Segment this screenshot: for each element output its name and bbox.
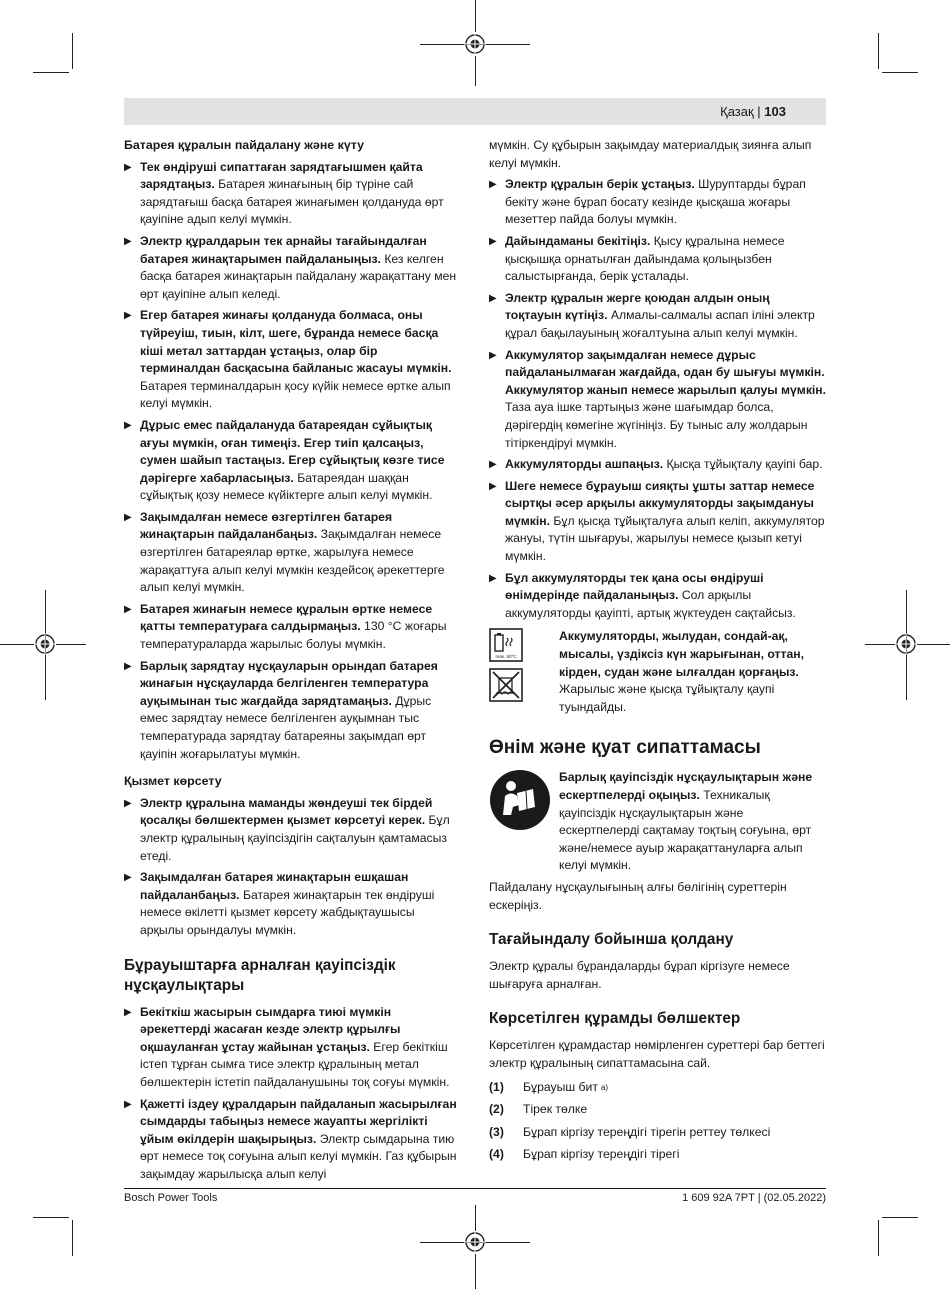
- crop-mark: [917, 644, 950, 645]
- bullet-arrow-icon: ▶: [489, 459, 497, 471]
- list-item-text: Батареядан шаққан сұйықтық қозу немесе күйіктерге алып келуі мүмкін.: [140, 470, 433, 503]
- list-item: [124, 307, 460, 413]
- list-item-bold: Тек өндіруші сипаттаған зарядтағышмен қайта зарядтаңыз.: [140, 159, 423, 192]
- bullet-arrow-icon: ▶: [489, 179, 497, 191]
- bullet-arrow-icon: ▶: [489, 349, 497, 361]
- heat-warning-text: [559, 628, 827, 716]
- list-item-text: Дұрыс емес зарядтау немесе белгіленген ауқымнан тыс температурада зарядтау батареяны зақымдап өрт қауіпін жоғарылатуы мүмкін.: [140, 693, 432, 761]
- list-item-text: Егер бекіткіш істеп тұрған сымға тисе электр құралының метал бөлшектерін істетіп пайдаланушыны тоқ соғуы мүмкін.: [140, 1039, 450, 1089]
- list-item-bold: Қажетті іздеу құралдарын пайдаланып жасырылған сымдарды табыңыз немесе жауапты жергілікті ұйым өкілдерін шақырыңыз.: [140, 1096, 457, 1146]
- part-label: Тірек төлке: [523, 1102, 588, 1117]
- intended-use-heading: Тағайындалу бойынша қолдану: [489, 931, 734, 949]
- battery-section-heading: Батарея құралын пайдалану және күту: [124, 138, 365, 152]
- list-item: [489, 570, 827, 623]
- list-item-text: Шуруптарды бұрап бекіту және бұрап босату кезінде қысқаша жоғары мезеттер пайда болуы мүмкін.: [505, 177, 806, 227]
- crop-mark: [475, 1254, 476, 1289]
- crop-mark: [865, 644, 895, 645]
- list-item: [124, 233, 460, 303]
- bullet-arrow-icon: ▶: [489, 572, 497, 584]
- part-row: [489, 1146, 827, 1164]
- bullet-arrow-icon: ▶: [124, 310, 132, 322]
- list-item-bold: Бұл аккумуляторды тек қана осы өндіруші өнімдерінде пайдаланыңыз.: [505, 570, 764, 603]
- list-item-text: Бұл қысқа тұйықталуға алып келіп, аккумулятор жануы, түтін шығаруы, жарылуы немесе қызып кетуі мүмкін.: [505, 513, 825, 564]
- read-manual-block: [489, 769, 827, 875]
- list-item-text: Қысу құралына немесе қысқышқа орнатылған дайындама қолыңызбен салыстырғанда, берік ұсталады.: [505, 233, 785, 284]
- bullet-arrow-icon: ▶: [124, 660, 132, 672]
- crop-mark: [475, 1205, 476, 1231]
- part-label: Бұрап кіргізу тереңдігі тірегі: [523, 1147, 680, 1162]
- list-item-bold: Аккумуляторды ашпаңыз.: [505, 457, 664, 472]
- list-item: [489, 478, 827, 566]
- crop-mark: [33, 1217, 69, 1218]
- service-section-heading: Қызмет көрсету: [124, 774, 222, 789]
- page-header: [124, 98, 826, 125]
- bullet-arrow-icon: ▶: [489, 292, 497, 304]
- list-item-text: Алмалы-салмалы аспап іліні электр құрал бақылауының жоғалтуына алып келуі мүмкін.: [505, 308, 815, 340]
- bullet-arrow-icon: ▶: [489, 235, 497, 247]
- heat-warning-block: [489, 628, 827, 716]
- list-item: [489, 456, 827, 474]
- header-label: [720, 104, 786, 119]
- list-item: [124, 869, 460, 939]
- list-item-bold: Электр құралын жерге қоюдан алдын оның тоқтауын күтіңіз.: [505, 290, 770, 323]
- header-language: Қазақ: [720, 104, 754, 119]
- footer-doc-code: 1 609 92A 7PT | (02.05.2022): [682, 1192, 826, 1204]
- list-item-bold: Зақымдалған батарея жинақтарын ешқашан пайдаланбаңыз.: [140, 870, 409, 902]
- list-item-bold: Электр құралдарын тек арнайы тағайындалған батарея жинақтарымен пайдаланыңыз.: [140, 233, 427, 266]
- list-item-bold: Барлық зарядтау нұсқауларын орындап батарея жинағын нұсқауларда белгіленген температура ауқымынан тыс жағдайда зарядтамаңыз.: [140, 658, 438, 708]
- continuation-text: мүмкін. Су құбырын зақымдау материалдық зиянға алып келуі мүмкін.: [489, 138, 812, 170]
- part-row: [489, 1124, 827, 1142]
- part-number: (2): [489, 1102, 504, 1117]
- list-item-text: Батарея жинақтарын тек өндіруші немесе өкілетті қызмет көрсету жабдықтаушысы арқылы орындалуы мүмкін.: [140, 887, 435, 937]
- list-item: [124, 658, 460, 764]
- list-item-bold: Дайындаманы бекітіңіз.: [505, 233, 651, 248]
- battery-heat-icon: [489, 628, 523, 662]
- registration-target-icon: [34, 633, 56, 655]
- crop-mark: [882, 1217, 918, 1218]
- screwdriver-section-heading: Бұрауыштарға арналған қауіпсіздік нұсқаулықтары: [124, 956, 396, 994]
- crop-mark: [475, 0, 476, 32]
- read-manual-text: [559, 769, 827, 875]
- no-water-fire-icon: [489, 668, 523, 702]
- list-item-bold: Шеге немесе бұрауыш сияқты ұшты заттар немесе сыртқы әсер арқылы аккумуляторды зақымдануы мүмкін.: [505, 478, 815, 528]
- list-item: [124, 601, 460, 654]
- crop-mark: [56, 644, 86, 645]
- registration-target-icon: [464, 33, 486, 55]
- list-item: [489, 176, 827, 229]
- list-item: [489, 347, 827, 453]
- crop-mark: [0, 644, 34, 645]
- part-number: (1): [489, 1079, 504, 1094]
- parts-heading: Көрсетілген құрамды бөлшектер: [489, 1010, 741, 1028]
- list-item-bold: Аккумулятор зақымдалған немесе дұрыс пайдаланылмаған жағдайда, одан бу шығуы мүмкін. Аккумулятор жанып немесе жарылып қалуы мүмкін.: [505, 347, 827, 397]
- list-item-bold: Егер батарея жинағы қолдануда болмаса, оны түйреуіш, тиын, кілт, шеге, бұранда немесе басқа кіші метал заттардан ұстаңыз, олар бір терминалдан басқасына байланыс жасауы мүмкін.: [140, 308, 452, 376]
- crop-mark: [882, 72, 918, 73]
- bullet-arrow-icon: ▶: [489, 480, 497, 492]
- registration-target-icon: [464, 1231, 486, 1253]
- bullet-arrow-icon: ▶: [124, 161, 132, 173]
- read-manual-detail: Техникалық қауіпсіздік нұсқаулықтарын және ескертпелерді сақтамау тоқтың соғуына, өрт және/немесе ауыр жарақаттануларға алып келуі мүмкін.: [559, 788, 812, 873]
- heat-warning-detail: Жарылыс және қысқа тұйықталу қаупі туындайды.: [559, 682, 775, 714]
- bullet-arrow-icon: ▶: [124, 603, 132, 615]
- bullet-arrow-icon: ▶: [124, 1098, 132, 1110]
- right-column: [489, 137, 827, 1169]
- bullet-arrow-icon: ▶: [124, 511, 132, 523]
- list-item-text: Бұл электр құралының қауіпсіздігін сақталуын қамтамасыз етеді.: [140, 813, 450, 863]
- part-number: (3): [489, 1124, 504, 1139]
- bullet-arrow-icon: ▶: [124, 1006, 132, 1018]
- list-item-text: 130 °C жоғары температураларда жарылыс болуы мүмкін.: [140, 619, 447, 652]
- read-manual-icon-wrap: [489, 769, 559, 875]
- list-item: [124, 795, 460, 865]
- list-item: [124, 1004, 460, 1092]
- bullet-arrow-icon: ▶: [124, 872, 132, 884]
- crop-mark: [878, 33, 879, 69]
- list-item-text: Батарея терминалдарын қосу күйік немесе өртке алып келуі мүмкін.: [140, 378, 451, 411]
- list-item: [124, 417, 460, 505]
- footer-brand: Bosch Power Tools: [124, 1192, 218, 1204]
- list-item-bold: Батарея жинағын немесе құралын өртке немесе қатты температураға салдырмаңыз.: [140, 601, 433, 634]
- list-item: [489, 233, 827, 286]
- list-item-text: Электр сымдарына тию өрт немесе тоқ соғуына алып келуі мүмкін. Газ құбырын зақымдау жарылысқа алып келуі: [140, 1131, 457, 1181]
- list-item-text: Кез келген басқа батарея жинақтарын пайдалану жарақаттану мен өрт қауіпіне алып келеді.: [140, 251, 457, 301]
- left-column: [124, 137, 460, 1187]
- footer-rule: [124, 1188, 826, 1189]
- list-item-bold: Бекіткіш жасырын сымдарға тиюі мүмкін әрекеттерді жасаған кезде электр құрылғы оқшауланған ұстау жайынан ұстаңыз.: [140, 1004, 401, 1054]
- list-item-bold: Зақымдалған немесе өзгертілген батарея жинақтарын пайдаланбаңыз.: [140, 509, 393, 542]
- list-item-text: Таза ауа ішке тартыңыз және шағымдар болса, дәрігердің көмегіне жүгініңіз. Бу тыныс алу жолдарын тітіркендіруі мүмкін.: [505, 400, 808, 450]
- page-number: 103: [764, 104, 786, 119]
- part-row: [489, 1079, 827, 1097]
- heat-warning-icons: [489, 628, 559, 716]
- read-manual-bold: Барлық қауіпсіздік нұсқаулықтарын және ескертпелерді оқыңыз.: [559, 770, 813, 802]
- service-list: [124, 795, 460, 940]
- header-separator: |: [757, 104, 765, 119]
- read-manual-icon: [489, 769, 551, 831]
- list-item-text: Батарея жинағының бір түріне сай зарядтағыш басқа батарея жинағымен қолдануда өрт қауіпіне адып келуі мүмкін.: [140, 177, 444, 227]
- list-item-text: Қысқа тұйықталу қауіпі бар.: [663, 457, 823, 472]
- parts-intro: Көрсетілген құрамдастар нөмірленген суреттері бар беттегі электр құралының сипаттамасына сай.: [489, 1038, 825, 1070]
- list-item-bold: Электр құралына маманды жөндеуші тек бірдей қосалқы бөлшектермен қызмет көрсетуі керек.: [140, 795, 433, 828]
- list-item-text: Сол арқылы аккумуляторды қауіпті, артық жүктеуден сақтайсыз.: [505, 588, 796, 620]
- figure-note: Пайдалану нұсқаулығының алғы бөлігінің суреттерін ескеріңіз.: [489, 879, 787, 912]
- bullet-arrow-icon: ▶: [124, 419, 132, 431]
- crop-mark: [878, 1220, 879, 1256]
- list-item: [124, 1096, 460, 1184]
- list-item-bold: Дұрыс емес пайдалануда батареядан сұйықтық ағуы мүмкін, оған тимеңіз. Егер тиіп қалсаңыз, сумен шайып тастаңыз. Егер сұйықтық көзге тисе дәрігерге хабарласыңыз.: [140, 417, 445, 485]
- part-footnote-mark: a): [600, 1082, 609, 1092]
- parts-list: [489, 1079, 827, 1164]
- battery-list: [124, 159, 460, 764]
- screwdriver-list: [124, 1004, 460, 1184]
- crop-mark: [72, 1220, 73, 1256]
- part-label: Бұрауыш бит: [523, 1079, 598, 1094]
- bullet-arrow-icon: ▶: [124, 797, 132, 809]
- part-row: [489, 1101, 827, 1119]
- crop-mark: [72, 33, 73, 69]
- intended-use-text: Электр құралы бұрандаларды бұрап кіргізуге немесе шығаруға арналған.: [489, 959, 790, 991]
- registration-target-icon: [895, 633, 917, 655]
- list-item: [124, 509, 460, 597]
- list-item: [124, 159, 460, 229]
- safety-list: [489, 176, 827, 622]
- part-label: Бұрап кіргізу тереңдігі тірегін реттеу төлкесі: [523, 1124, 771, 1139]
- heat-icon-label: max. 50°C: [495, 654, 517, 660]
- bullet-arrow-icon: ▶: [124, 235, 132, 247]
- list-item: [489, 290, 827, 343]
- list-item-text: Зақымдалған немесе өзгертілген батареялар өртке, жарылуға немесе жарақаттуға алып келуі мүмкін кездейсоқ әрекеттерге алып келуі мүмкін.: [140, 527, 445, 595]
- heat-warning-bold: Аккумуляторды, жылудан, сондай-ақ, мысалы, үздіксіз күн жарығынан, оттан, кірден, судан және ылғалдан қорғаңыз.: [559, 629, 804, 679]
- part-number: (4): [489, 1147, 504, 1162]
- crop-mark: [475, 56, 476, 86]
- product-section-heading: Өнім және қуат сипаттамасы: [489, 737, 761, 759]
- list-item-bold: Электр құралын берік ұстаңыз.: [505, 177, 695, 192]
- crop-mark: [33, 72, 69, 73]
